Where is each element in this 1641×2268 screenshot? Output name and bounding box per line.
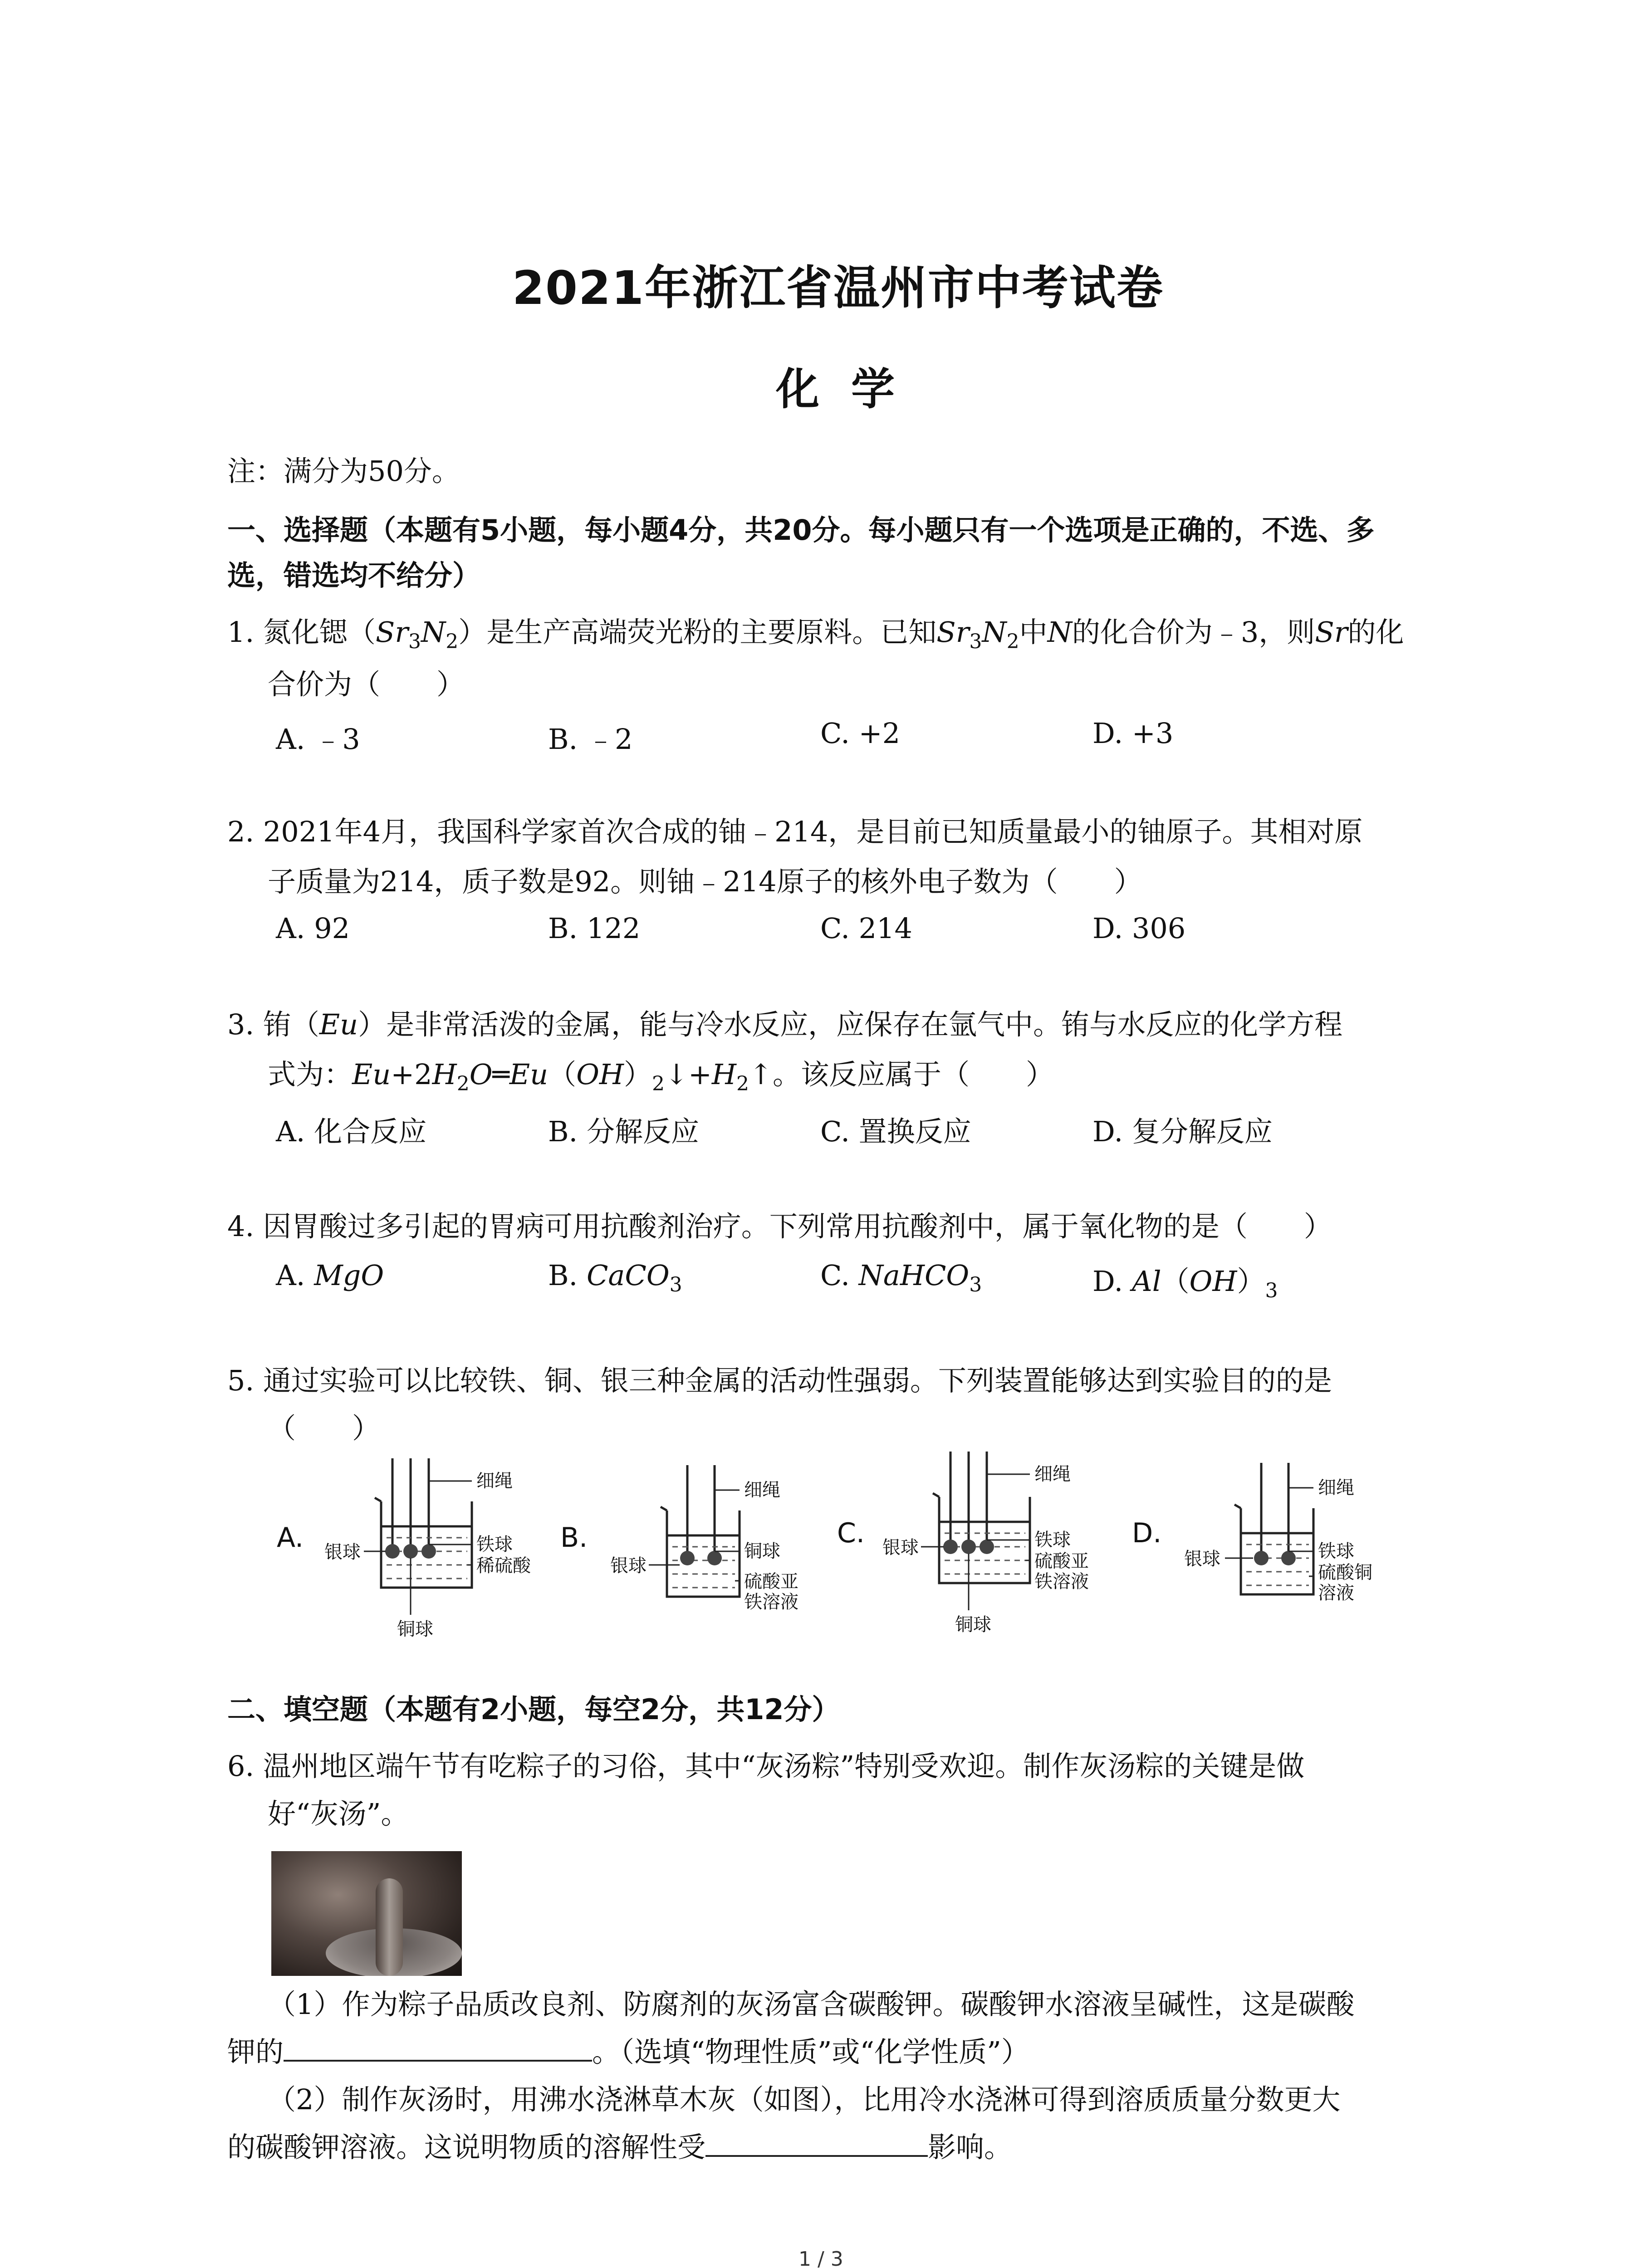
q3-option-c: C. 置换反应 [820, 1115, 971, 1148]
svg-text:C.: C. [837, 1517, 865, 1549]
q1-option-d: D. +3 [1092, 717, 1174, 750]
diagram-d [1132, 1463, 1372, 1603]
svg-text:银球: 银球 [882, 1537, 919, 1558]
svg-text:铁球: 铁球 [1318, 1541, 1354, 1562]
svg-text:铁溶液: 铁溶液 [744, 1592, 798, 1613]
q5-line2: （ ） [268, 1412, 381, 1445]
q4-line1: 4. 因胃酸过多引起的胃病可用抗酸剂治疗。下列常用抗酸剂中，属于氧化物的是（ ） [227, 1210, 1332, 1243]
svg-text:铁球: 铁球 [476, 1534, 513, 1555]
svg-text:硫酸亚: 硫酸亚 [744, 1571, 798, 1592]
svg-text:铜球: 铜球 [744, 1541, 780, 1562]
diagram-a-letter: A. [277, 1522, 304, 1554]
page-number: 1 / 3 [798, 2248, 843, 2268]
q4-option-d: D. $Al(OH)_3$ [1092, 1265, 1278, 1302]
q6-line1: 6. 温州地区端午节有吃粽子的习俗，其中“灰汤粽”特别受欢迎。制作灰汤粽的关键是做 [227, 1750, 1305, 1783]
q2-option-a: A. 92 [276, 912, 350, 945]
svg-text:细绳: 细绳 [744, 1480, 780, 1501]
svg-text:细绳: 细绳 [1318, 1477, 1354, 1498]
q4-option-b: B. CaCO$_3$ [548, 1259, 682, 1296]
svg-text:溶液: 溶液 [1318, 1583, 1354, 1603]
q3-option-a: A. 化合反应 [276, 1115, 427, 1148]
svg-text:硫酸亚: 硫酸亚 [1034, 1551, 1089, 1572]
q2-option-b: B. 122 [548, 912, 641, 945]
page-subtitle: 化学 [776, 364, 926, 415]
section-2-heading: 二、填空题（本题有2小题，每空2分，共12分） [227, 1693, 840, 1726]
svg-text:银球: 银球 [324, 1542, 361, 1563]
q5-line1: 5. 通过实验可以比较铁、铜、银三种金属的活动性强弱。下列装置能够达到实验目的的是 [227, 1364, 1332, 1397]
page-title: 2021年浙江省温州市中考试卷 [512, 261, 1164, 315]
svg-text:D.: D. [1132, 1517, 1162, 1549]
section-1-heading-line2: 选，错选均不给分） [227, 559, 481, 592]
q1-line1: 1. 氮化锶$(Sr_3N_2)$是生产高端荧光粉的主要原料。已知$Sr_3N_2$中N的化合价为﹣3，则Sr的化 [227, 616, 1404, 653]
q5-diagrams [268, 1447, 1493, 1656]
q6-part1-line2: 钾的 。（选填“物理性质”或“化学性质”） [227, 2035, 1029, 2068]
q6-part2-line2: 的碳酸钾溶液。这说明物质的溶解性受 影响。 [227, 2131, 1013, 2164]
q2-line2: 子质量为214，质子数是92。则铀﹣214原子的核外电子数为（ ） [268, 865, 1142, 898]
diagram-b [560, 1465, 798, 1613]
q2-option-c: C. 214 [820, 912, 912, 945]
q3-line1: 3. 铕（Eu）是非常活泼的金属，能与冷水反应，应保存在氩气中。铕与水反应的化学方程 [227, 1008, 1343, 1041]
svg-text:B.: B. [560, 1522, 588, 1554]
score-note: 注：满分为50分。 [227, 455, 460, 488]
diagram-a [277, 1458, 531, 1640]
svg-text:细绳: 细绳 [476, 1471, 513, 1491]
q1-line2: 合价为（ ） [268, 668, 465, 701]
answer-blank-2[interactable] [705, 2155, 928, 2157]
diagram-c [837, 1452, 1089, 1635]
q4-option-c: C. NaHCO$_3$ [820, 1259, 982, 1296]
q3-line2-equation: 式为：$Eu+2H_2O═Eu(OH)_2↓+H_2↑$。该反应属于（ ） [268, 1058, 1054, 1095]
q1-option-c: C. +2 [820, 717, 901, 750]
q2-option-d: D. 306 [1092, 912, 1186, 945]
q3-option-b: B. 分解反应 [548, 1115, 699, 1148]
answer-blank-1[interactable] [284, 2060, 592, 2062]
q4-option-a: A. MgO [276, 1259, 384, 1292]
svg-text:铜球: 铜球 [955, 1614, 991, 1635]
svg-text:稀硫酸: 稀硫酸 [476, 1555, 531, 1576]
svg-text:铜球: 铜球 [397, 1619, 433, 1640]
svg-text:银球: 银球 [1184, 1549, 1220, 1569]
q2-line1: 2. 2021年4月，我国科学家首次合成的铀﹣214，是目前已知质量最小的铀原子。其相对原 [227, 815, 1363, 848]
svg-text:细绳: 细绳 [1034, 1464, 1071, 1485]
svg-text:铁溶液: 铁溶液 [1034, 1571, 1089, 1592]
svg-text:银球: 银球 [610, 1555, 647, 1576]
q6-part2-line1: （2）制作灰汤时，用沸水浇淋草木灰（如图），比用冷水浇淋可得到溶质质量分数更大 [268, 2083, 1341, 2116]
q6-part1-line1: （1）作为粽子品质改良剂、防腐剂的灰汤富含碳酸钾。碳酸钾水溶液呈碱性，这是碳酸 [268, 1988, 1355, 2021]
q6-line2: 好“灰汤”。 [268, 1797, 409, 1830]
svg-text:铁球: 铁球 [1034, 1530, 1071, 1550]
q1-option-a: A. ﹣3 [276, 723, 360, 756]
svg-text:硫酸铜: 硫酸铜 [1318, 1562, 1372, 1583]
q3-option-d: D. 复分解反应 [1092, 1115, 1273, 1148]
ash-water-photo [271, 1851, 462, 1976]
q1-option-b: B. ﹣2 [548, 723, 633, 756]
section-1-heading-line1: 一、选择题（本题有5小题，每小题4分，共20分。每小题只有一个选项是正确的，不选、多 [227, 513, 1375, 547]
